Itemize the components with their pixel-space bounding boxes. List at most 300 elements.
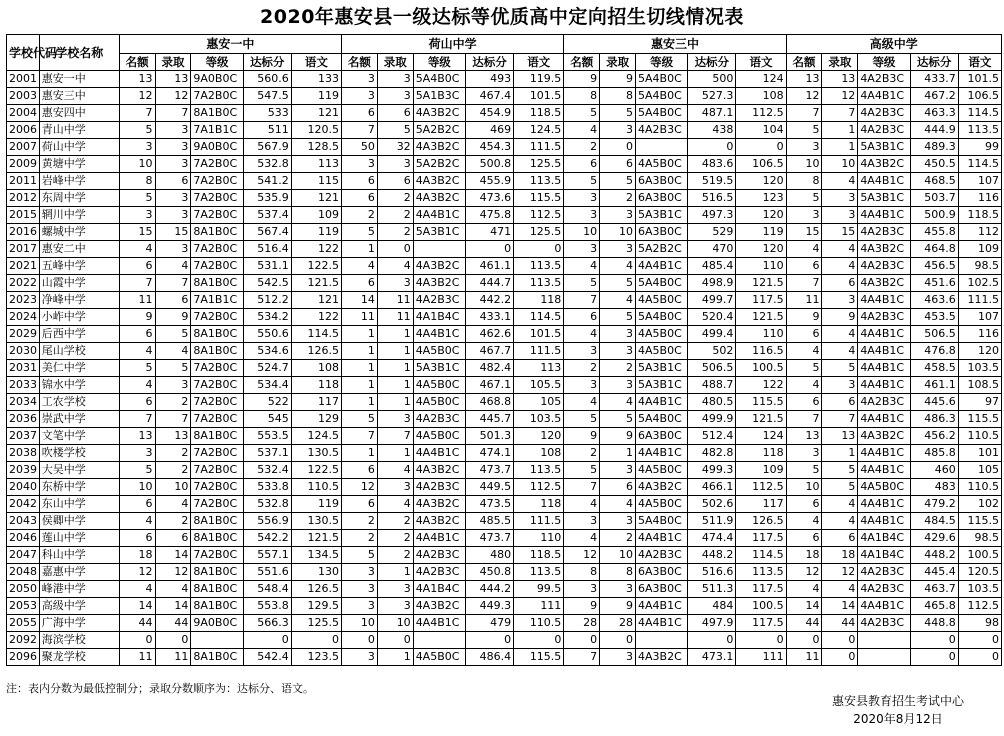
quota-cell: 8 [119,173,155,190]
score-cell: 488.7 [688,377,736,394]
grade-cell: 4A4B1C [858,88,910,105]
school-name-cell: 嘉惠中学 [39,564,119,581]
grade-cell: 5A4B0C [636,513,688,530]
admitted-cell: 3 [600,377,636,394]
school-code-cell: 2092 [7,632,40,649]
school-code-cell: 2048 [7,564,40,581]
quota-cell: 10 [342,615,378,632]
admitted-cell: 9 [822,309,858,326]
school-code-cell: 2031 [7,360,40,377]
grade-cell: 4A3B2C [413,258,465,275]
score-cell: 567.4 [243,224,291,241]
school-name-cell: 岩峰中学 [39,173,119,190]
quota-cell: 50 [342,139,378,156]
quota-cell: 3 [564,241,600,258]
score-cell: 500.9 [910,207,958,224]
quota-cell: 5 [564,173,600,190]
score-cell: 503.7 [910,190,958,207]
admitted-cell: 2 [155,462,191,479]
grade-cell: 4A4B1C [858,207,910,224]
school-code-cell: 2003 [7,88,40,105]
quota-cell: 6 [342,105,378,122]
grade-cell: 4A4B1C [858,326,910,343]
admitted-cell: 9 [600,598,636,615]
quota-cell: 12 [119,88,155,105]
grade-cell: 9A0B0C [191,615,243,632]
subheader-admitted: 录取 [377,54,413,71]
admitted-cell: 3 [600,513,636,530]
school-name-cell: 东桥中学 [39,479,119,496]
subheader-chinese: 语文 [736,54,786,71]
chinese-cell: 98.5 [958,258,1001,275]
admitted-cell: 10 [600,547,636,564]
score-cell: 444.9 [910,122,958,139]
grade-cell: 7A2B0C [191,207,243,224]
chinese-cell: 120 [736,241,786,258]
chinese-cell: 124.5 [291,428,341,445]
subheader-grade: 等级 [413,54,465,71]
table-row [7,513,1002,530]
quota-cell: 6 [119,496,155,513]
quota-cell: 5 [786,190,822,207]
quota-cell: 3 [342,649,378,666]
chinese-cell: 112 [958,224,1001,241]
chinese-cell: 118.5 [514,547,564,564]
score-cell: 550.6 [243,326,291,343]
score-cell: 470 [688,241,736,258]
admitted-cell: 1 [377,649,413,666]
quota-cell: 7 [342,122,378,139]
score-cell: 502.6 [688,496,736,513]
quota-cell: 7 [119,275,155,292]
school-name-cell: 惠安一中 [39,71,119,88]
chinese-cell: 115 [291,173,341,190]
admitted-cell: 3 [822,207,858,224]
chinese-cell: 111.5 [514,139,564,156]
table-row [7,530,1002,547]
chinese-cell: 104 [736,122,786,139]
quota-cell: 15 [786,224,822,241]
admitted-cell: 5 [155,326,191,343]
school-name-cell: 崇武中学 [39,411,119,428]
score-cell: 463.6 [910,292,958,309]
chinese-cell: 117.5 [736,581,786,598]
quota-cell: 4 [786,241,822,258]
chinese-cell: 123 [736,190,786,207]
grade-cell: 4A2B3C [858,258,910,275]
school-code-cell: 2046 [7,530,40,547]
score-cell: 458.5 [910,360,958,377]
chinese-cell: 101.5 [514,326,564,343]
school-code-cell: 2043 [7,513,40,530]
quota-cell: 13 [786,71,822,88]
grade-cell: 4A4B1C [413,207,465,224]
grade-cell: 4A5B0C [413,428,465,445]
score-cell: 506.5 [688,360,736,377]
header-school-code: 学校代码 [7,35,40,71]
grade-cell: 4A4B1C [413,530,465,547]
chinese-cell: 110.5 [291,479,341,496]
subheader-grade: 等级 [191,54,243,71]
grade-cell: 4A1B4C [413,309,465,326]
score-cell: 529 [688,224,736,241]
chinese-cell: 120 [514,428,564,445]
score-cell: 463.3 [910,105,958,122]
grade-cell: 5A1B3C [413,88,465,105]
school-code-cell: 2011 [7,173,40,190]
score-cell: 483 [910,479,958,496]
score-cell: 506.5 [910,326,958,343]
admitted-cell: 3 [822,292,858,309]
score-cell: 499.7 [688,292,736,309]
quota-cell: 3 [342,88,378,105]
admitted-cell: 12 [822,564,858,581]
admitted-cell: 5 [600,105,636,122]
admitted-cell: 3 [600,241,636,258]
score-cell: 0 [910,649,958,666]
admitted-cell: 3 [155,190,191,207]
chinese-cell: 110 [736,326,786,343]
admitted-cell: 6 [155,530,191,547]
chinese-cell: 109 [958,241,1001,258]
score-cell: 464.8 [910,241,958,258]
grade-cell: 5A4B0C [636,105,688,122]
chinese-cell: 117 [291,394,341,411]
grade-cell: 4A2B3C [413,564,465,581]
admitted-cell: 44 [155,615,191,632]
admitted-cell: 4 [822,496,858,513]
chinese-cell: 113 [291,156,341,173]
school-name-cell: 吹楼学校 [39,445,119,462]
grade-cell [636,139,688,156]
grade-cell: 4A4B1C [636,445,688,462]
score-cell: 542.5 [243,275,291,292]
score-cell: 551.6 [243,564,291,581]
admitted-cell: 3 [600,207,636,224]
score-cell: 442.2 [465,292,513,309]
chinese-cell: 118 [514,496,564,513]
grade-cell [858,649,910,666]
chinese-cell: 108 [291,360,341,377]
admitted-cell: 32 [377,139,413,156]
quota-cell: 3 [119,139,155,156]
quota-cell: 18 [119,547,155,564]
chinese-cell: 117.5 [736,615,786,632]
admitted-cell: 14 [155,547,191,564]
grade-cell: 5A3B1C [413,360,465,377]
chinese-cell: 103.5 [514,411,564,428]
chinese-cell: 121 [291,190,341,207]
score-cell: 512.2 [243,292,291,309]
grade-cell: 4A2B3C [858,309,910,326]
grade-cell [413,241,465,258]
table-row [7,649,1002,666]
school-name-cell: 辋川中学 [39,207,119,224]
chinese-cell: 115.5 [514,649,564,666]
quota-cell: 4 [119,581,155,598]
score-cell: 444.2 [465,581,513,598]
admitted-cell: 7 [155,411,191,428]
quota-cell: 5 [786,122,822,139]
admitted-cell: 5 [822,360,858,377]
grade-cell: 7A2B0C [191,411,243,428]
subheader-chinese: 语文 [291,54,341,71]
admitted-cell: 7 [822,411,858,428]
grade-cell: 5A4B0C [636,275,688,292]
admitted-cell: 28 [600,615,636,632]
admitted-cell: 3 [155,241,191,258]
admitted-cell: 0 [822,632,858,649]
school-name-cell: 峰港中学 [39,581,119,598]
table-row [7,377,1002,394]
school-name-cell: 净峰中学 [39,292,119,309]
chinese-cell: 113.5 [514,564,564,581]
chinese-cell: 117.5 [736,292,786,309]
quota-cell: 2 [564,445,600,462]
chinese-cell: 99.5 [514,581,564,598]
admitted-cell: 6 [155,292,191,309]
school-name-cell: 高级中学 [39,598,119,615]
grade-cell: 7A2B0C [191,88,243,105]
quota-cell: 3 [564,377,600,394]
grade-cell: 4A4B1C [413,326,465,343]
chinese-cell: 122 [291,309,341,326]
score-cell: 485.4 [688,258,736,275]
grade-cell: 8A1B0C [191,564,243,581]
table-row [7,156,1002,173]
score-cell: 0 [688,139,736,156]
table-row [7,343,1002,360]
school-code-cell: 2024 [7,309,40,326]
admitted-cell: 3 [155,122,191,139]
score-cell: 0 [910,632,958,649]
school-name-cell: 黄塘中学 [39,156,119,173]
grade-cell: 7A1B1C [191,292,243,309]
quota-cell: 6 [119,258,155,275]
chinese-cell: 119 [291,496,341,513]
chinese-cell: 120 [958,343,1001,360]
score-cell: 511.3 [688,581,736,598]
table-row [7,88,1002,105]
score-cell: 0 [688,632,736,649]
chinese-cell: 106.5 [958,88,1001,105]
school-code-cell: 2034 [7,394,40,411]
quota-cell: 1 [342,445,378,462]
grade-cell: 4A2B3C [858,581,910,598]
admitted-cell: 3 [155,139,191,156]
chinese-cell: 113.5 [514,275,564,292]
score-cell: 473.6 [465,190,513,207]
grade-cell: 4A2B3C [858,105,910,122]
grade-cell: 4A4B1C [636,258,688,275]
quota-cell: 1 [342,377,378,394]
chinese-cell: 105 [958,462,1001,479]
quota-cell: 4 [564,258,600,275]
grade-cell: 4A4B1C [636,598,688,615]
admitted-cell: 3 [155,207,191,224]
admitted-cell: 2 [377,224,413,241]
header-school-group: 惠安一中 [119,35,341,54]
score-cell: 467.7 [465,343,513,360]
admitted-cell: 3 [600,462,636,479]
quota-cell: 12 [119,564,155,581]
issue-date: 2020年8月12日 [853,712,943,726]
chinese-cell: 112.5 [958,598,1001,615]
admitted-cell: 4 [377,258,413,275]
chinese-cell: 108 [514,445,564,462]
quota-cell: 4 [119,377,155,394]
quota-cell: 11 [119,649,155,666]
admitted-cell: 0 [377,241,413,258]
admitted-cell: 3 [822,190,858,207]
quota-cell: 3 [342,581,378,598]
score-cell: 535.9 [243,190,291,207]
chinese-cell: 0 [958,632,1001,649]
grade-cell: 8A1B0C [191,428,243,445]
score-cell: 479.2 [910,496,958,513]
grade-cell: 4A4B1C [858,377,910,394]
quota-cell: 3 [342,71,378,88]
quota-cell: 6 [119,530,155,547]
quota-cell: 44 [786,615,822,632]
school-name-cell: 聚龙学校 [39,649,119,666]
chinese-cell: 109 [291,207,341,224]
admitted-cell: 0 [822,649,858,666]
chinese-cell: 105.5 [514,377,564,394]
score-cell: 499.3 [688,462,736,479]
quota-cell: 14 [786,598,822,615]
quota-cell: 7 [786,105,822,122]
admitted-cell: 11 [377,309,413,326]
chinese-cell: 121 [291,292,341,309]
grade-cell: 4A3B2C [413,462,465,479]
grade-cell: 7A2B0C [191,377,243,394]
admitted-cell: 6 [155,173,191,190]
table-row [7,462,1002,479]
score-cell: 438 [688,122,736,139]
chinese-cell: 99 [958,139,1001,156]
school-code-cell: 2039 [7,462,40,479]
grade-cell: 4A2B3C [858,122,910,139]
quota-cell: 6 [564,309,600,326]
admitted-cell: 10 [822,156,858,173]
quota-cell: 5 [119,462,155,479]
admitted-cell: 6 [600,156,636,173]
grade-cell: 4A5B0C [413,394,465,411]
quota-cell: 5 [342,224,378,241]
chinese-cell: 113.5 [514,258,564,275]
chinese-cell: 119.5 [514,71,564,88]
quota-cell: 4 [564,496,600,513]
admitted-cell: 2 [377,207,413,224]
score-cell: 448.2 [910,547,958,564]
grade-cell: 4A2B3C [413,411,465,428]
grade-cell: 4A5B0C [413,649,465,666]
quota-cell: 3 [342,598,378,615]
grade-cell: 7A2B0C [191,190,243,207]
chinese-cell: 113.5 [958,122,1001,139]
chinese-cell: 115.5 [958,411,1001,428]
score-cell: 560.6 [243,71,291,88]
subheader-admitted: 录取 [155,54,191,71]
chinese-cell: 111.5 [514,343,564,360]
chinese-cell: 112.5 [736,479,786,496]
quota-cell: 5 [119,360,155,377]
chinese-cell: 126.5 [291,581,341,598]
chinese-cell: 110 [514,530,564,547]
quota-cell: 2 [342,513,378,530]
grade-cell: 7A2B0C [191,547,243,564]
score-cell: 482.8 [688,445,736,462]
chinese-cell: 111 [736,649,786,666]
quota-cell: 12 [786,88,822,105]
admitted-cell: 4 [600,292,636,309]
grade-cell: 7A2B0C [191,309,243,326]
chinese-cell: 116.5 [736,343,786,360]
grade-cell: 4A2B3C [858,615,910,632]
admitted-cell: 10 [600,224,636,241]
school-name-cell: 莲山中学 [39,530,119,547]
score-cell: 548.4 [243,581,291,598]
quota-cell: 44 [119,615,155,632]
admitted-cell: 3 [155,377,191,394]
grade-cell: 4A3B2C [413,139,465,156]
admitted-cell: 2 [600,190,636,207]
score-cell: 450.5 [910,156,958,173]
table-row [7,139,1002,156]
quota-cell: 3 [342,564,378,581]
subheader-chinese: 语文 [514,54,564,71]
grade-cell: 5A2B2C [413,122,465,139]
score-cell: 455.8 [910,224,958,241]
quota-cell: 12 [564,547,600,564]
school-name-cell: 海滨学校 [39,632,119,649]
school-code-cell: 2001 [7,71,40,88]
chinese-cell: 125.5 [514,156,564,173]
quota-cell: 6 [564,156,600,173]
chinese-cell: 130.5 [291,445,341,462]
table-row [7,632,1002,649]
quota-cell: 3 [786,445,822,462]
chinese-cell: 100.5 [736,598,786,615]
quota-cell: 9 [564,428,600,445]
school-name-cell: 荷山中学 [39,139,119,156]
grade-cell: 4A4B1C [858,445,910,462]
quota-cell: 6 [119,394,155,411]
school-code-cell: 2017 [7,241,40,258]
quota-cell: 4 [564,122,600,139]
score-cell: 532.8 [243,496,291,513]
grade-cell: 6A3B0C [636,190,688,207]
grade-cell: 5A3B1C [858,139,910,156]
header-school-name: 学校名称 [39,35,119,71]
quota-cell: 6 [342,275,378,292]
grade-cell: 7A1B1C [191,122,243,139]
school-name-cell: 美仁中学 [39,360,119,377]
school-name-cell: 惠安三中 [39,88,119,105]
issuer-name: 惠安县教育招生考试中心 [831,694,964,708]
score-cell: 453.5 [910,309,958,326]
grade-cell: 4A4B1C [636,530,688,547]
quota-cell: 5 [342,411,378,428]
chinese-cell: 114.5 [958,156,1001,173]
admitted-cell: 4 [600,258,636,275]
score-cell: 482.4 [465,360,513,377]
quota-cell: 5 [119,122,155,139]
score-cell: 500 [688,71,736,88]
subheader-score: 达标分 [465,54,513,71]
admitted-cell: 1 [600,445,636,462]
